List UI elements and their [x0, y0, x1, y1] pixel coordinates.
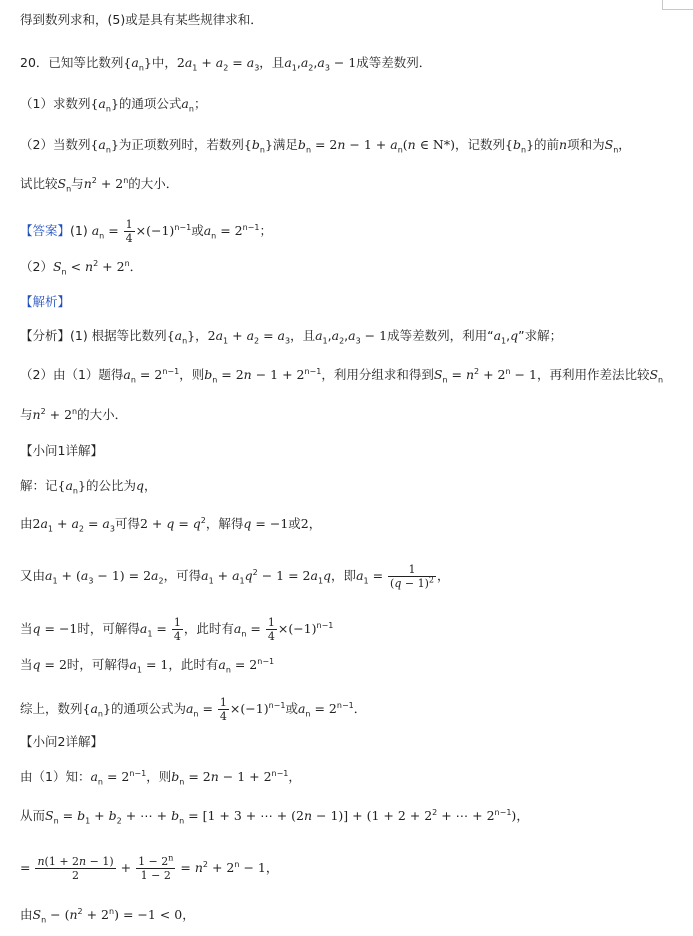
text-line-intro-tail: 得到数列求和，(5)或是具有某些规律求和． — [20, 12, 263, 27]
solution-2-step-3: = $\frac{n(1 + 2n - 1)}{2}$ + $\frac{1 - 2^n}{1 - 2}$ = $n^2 + 2^n - 1$， — [20, 853, 279, 882]
question-2-line-1: （2）当数列$\{a_n\}$为正项数列时，若数列$\{b_n\}$满足$b_n = 2n - 1 + a_n(n$ ∈ N*)，记数列$\{b_n\}$的前n项和为$S_n$， — [20, 137, 631, 155]
analysis-part-2-line-1: （2）由（1）题得$a_n = 2^{n-1}$，则$b_n = 2n - 1 + 2^{n-1}$，利用分组求和得到$S_n = n^2 + 2^n - 1$，再利用作差法比较$S_n$ — [20, 366, 664, 385]
solution-1-conclusion: 综上，数列$\{a_n\}$的通项公式为$a_n$ = $\frac{1}{4}$ $\times(-1)^{n-1}$或$a_n = 2^{n-1}$． — [20, 696, 367, 723]
solution-1-case-q-neg1: 当q = −1时，可解得$a_1$ = $\frac{1}{4}$ ，此时有$a_n$ = $\frac{1}{4}$ $\times(-1)^{n-1}$ — [20, 616, 334, 643]
page-corner-mark — [662, 0, 693, 10]
analysis-part-2-line-2: 与$n^2 + 2^n$的大小． — [20, 406, 128, 422]
solution-2-step-1: 由（1）知：$a_n = 2^{n-1}$，则$b_n = 2n - 1 + 2^{n-1}$， — [20, 768, 301, 787]
analysis-part-1: 【分析】(1) 根据等比数列$\{a_n\}$，$2a_1 + a_2 = a_3$，且$a_1,a_2,a_3 - 1$成等差数列，利用“$a_1,q$”求解； — [20, 328, 563, 346]
solution-2-step-4: 由$S_n - (n^2 + 2^n) = -1 < 0$， — [20, 906, 195, 925]
solution-1-case-q-2: 当q = 2时，可解得$a_1 = 1$，此时有$a_n = 2^{n-1}$ — [20, 656, 275, 675]
solution-2-step-2: 从而$S_n = b_1 + b_2$ + ⋯ + $b_n = [1 + 3$ + ⋯ + $(2n - 1)] + (1 + 2 + 2^2$ + ⋯ + $2^{n-1}$)， — [20, 807, 529, 826]
subquestion-2-heading: 【小问2详解】 — [20, 734, 103, 749]
solution-1-step-2: 由$2a_1 + a_2 = a_3$可得$2 + q = q^2$，解得q = −1或2， — [20, 515, 322, 534]
question-1: （1）求数列$\{a_n\}$的通项公式$a_n$； — [20, 96, 207, 114]
solution-1-step-1: 解：记$\{a_n\}$的公比为q， — [20, 478, 157, 496]
answer-1: 【答案】(1) $a_n$ = $\frac{1}{4}$ $\times(-1)^{n-1}$或$a_n = 2^{n-1}$； — [20, 218, 272, 245]
answer-2: $(2)S_n < n^2 + 2^n$． — [20, 258, 143, 277]
question-2-line-2: 试比较$S_n$与$n^2 + 2^n$的大小． — [20, 175, 179, 194]
subquestion-1-heading: 【小问1详解】 — [20, 443, 103, 458]
problem-20-statement: 20．已知等比数列$\{a_n\}$中，$2a_1 + a_2 = a_3$，且$a_1,a_2,a_3 - 1$成等差数列． — [20, 55, 432, 73]
solution-1-step-3: 又由$a_1 + (a_3 - 1) = 2a_2$，可得$a_1 + a_1q^2 - 1 = 2a_1q$，即$a_1$ = $\frac{1}{(q - 1)^2}$ ， — [20, 563, 450, 590]
analysis-heading: 【解析】 — [20, 294, 71, 309]
